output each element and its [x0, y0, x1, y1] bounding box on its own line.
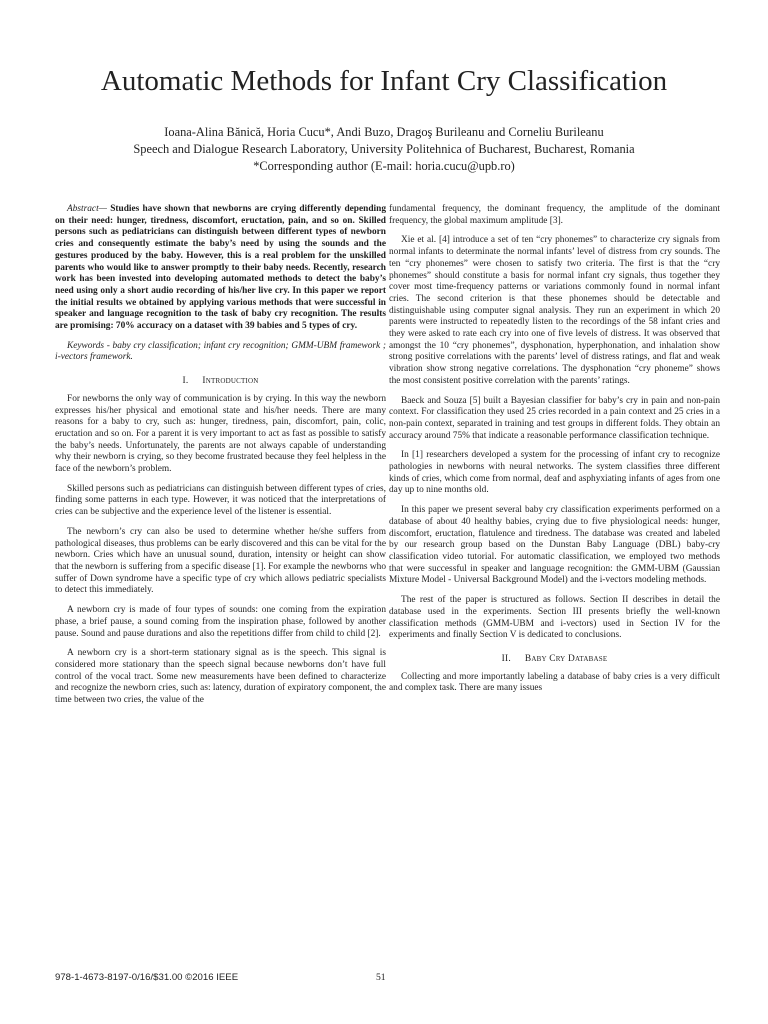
- section-title: Baby Cry Database: [524, 653, 608, 664]
- footer-isbn: 978-1-4673-8197-0/16/$31.00 ©2016 IEEE: [55, 972, 239, 983]
- section-number: I.: [182, 376, 189, 387]
- abstract-text: Studies have shown that newborns are crying differently depending on their need: hunger, tiredness, discomfort, eructation, pain, and so on. Skilled persons such as pediatricians can distinguish between different types of newborn cries and consequently estimate the baby’s need by using the sounds and the gestures produced by the baby. However, this is a real problem for the unskilled parents who would like to answer promptly to their baby needs. Recently, research work has been invested into developing automated methods to detect the baby’s need using only a short audio recording of his/her live cry. In this paper we report the initial results we obtained by applying various methods that were successful in speaker and language recognition to the task of baby cry recognition. The results are promising: 70% accuracy on a dataset with 39 babies and 5 types of cry.: [55, 204, 386, 332]
- abstract: [55, 204, 386, 333]
- body-paragraph: Collecting and more importantly labeling a database of baby cries is a very difficult and complex task. There are many issues: [389, 671, 720, 694]
- keywords: Keywords - baby cry classification; infant cry recognition; GMM-UBM framework ; i-vectors framework.: [55, 340, 386, 363]
- body-paragraph: Xie et al. [4] introduce a set of ten “cry phonemes” to characterize cry signals from normal infants to determinate the normal infants’ level of distress from cry sounds. The ten “cry phonemes” were chosen to satisfy two criteria. The first is that the “cry phonemes” should constitute a basis for normal infant cry signals, thus together they cover most time-frequency patterns or variations commonly found in normal infant cries. The second criterion is that these phonemes should be detectable and distinguishable using computer signal analysis. They run an experiment in which 20 parents were instructed to repeatedly listen to the recordings of the 58 infant cries and they were asked to rate each cry into one of five levels of distress. It was observed that amongst the 10 “cry phonemes”, dysphonation, hyperphonation, and inhalation show strong positive correlations with the parents’ level of distress ratings, and flat and weak vibration show strong negative correlations. The dysphonation “cry phoneme” shows the most consistent positive correlation with the parents’ ratings.: [389, 235, 720, 386]
- body-paragraph: For newborns the only way of communication is by crying. In this way the newborn expresses his/her physical and emotional state and his/her needs. There are many reasons for a baby to cry, such as: hunger, tiredness, pain, discomfort, pain, colic, eructation and so on. For a parent it is very important to act as fast as possible to satisfy the baby’s needs. Unfortunately, the parents are not always capable of understanding why their newborn is crying, so they become frustrated because they feel helpless in the face of the newborn’s problem.: [55, 393, 386, 475]
- body-paragraph: The newborn’s cry can also be used to determine whether he/she suffers from pathological diseases, thus problems can be early discovered and this can be vital for the newborn. Cries which have an unusual sound, duration, intensity or height can show that the newborn is suffering from a specific disease [1]. For example the newborns who suffer of Down syndrome have a specific type of cry which allows pediatric specialists to detect this immediately.: [55, 526, 386, 596]
- paper-title: Automatic Methods for Infant Cry Classification: [100, 65, 668, 97]
- author-affiliation: Speech and Dialogue Research Laboratory, University Politehnica of Bucharest, Bucharest, Romania: [133, 142, 635, 156]
- left-column: [55, 204, 386, 715]
- body-paragraph: In [1] researchers developed a system for the processing of infant cry to recognize pathologies in newborns with neural networks. The system classifies three different kinds of cries, which come from normal, deaf and asphyxiating infants of ages from one day up to nine months old.: [389, 450, 720, 496]
- body-paragraph-continuation: fundamental frequency, the dominant frequency, the amplitude of the dominant frequency, the global maximum amplitude [3].: [389, 204, 720, 226]
- section-heading-database: [389, 654, 720, 666]
- section-title: Introduction: [202, 376, 259, 387]
- page-number: 51: [376, 972, 386, 983]
- body-paragraph: The rest of the paper is structured as follows. Section II describes in detail the database used in the experiments. Section III presents briefly the well-known classification methods (GMM-UBM and i-vectors) used in Section IV for the experiments and finally Section V is dedicated to conclusions.: [389, 595, 720, 641]
- section-number: II.: [501, 653, 511, 664]
- body-paragraph: Baeck and Souza [5] built a Bayesian classifier for baby’s cry in pain and non-pain context. For classification they used 25 cries recorded in a pain context and 25 cries in a non-pain context, separated in training and test groups in different folds. They obtain an accuracy around 75% that indicate a reasonable performance classification technique.: [389, 395, 720, 441]
- author-block: [0, 124, 768, 175]
- corresponding-author: *Corresponding author (E-mail: horia.cucu@upb.ro): [253, 159, 515, 173]
- author-names: Ioana-Alina Bănică, Horia Cucu*, Andi Buzo, Dragoş Burileanu and Corneliu Burileanu: [164, 125, 604, 139]
- body-paragraph: Skilled persons such as pediatricians can distinguish between different types of cries, finding some patterns in each type. However, it was noticed that the interpretations of cries can be subjective and the experience level of the listener is essential.: [55, 483, 386, 518]
- body-paragraph: In this paper we present several baby cry classification experiments performed on a database of about 40 healthy babies, crying due to five physiological needs: hunger, discomfort, eructation, flatulence and tiredness. The database was created and labeled by our research group based on the Dunstan Baby Language (DBL) baby-cry classification video tutorial. For automatic classification, we employed two methods that were successful in speaker and language recognition: the GMM-UBM (Gaussian Mixture Model - Universal Background Model) and the i-vectors modeling methods.: [389, 505, 720, 586]
- right-column: [389, 204, 720, 703]
- section-heading-introduction: [55, 376, 386, 388]
- body-paragraph: A newborn cry is a short-term stationary signal as is the speech. This signal is considered more stationary than the speech signal because newborns don’t have full control of the vocal tract. Some new measurements have been defined to characterize and recognize the newborn cries, such as: latency, duration of expiratory component, the time between two cries, the value of the: [55, 648, 386, 706]
- body-paragraph: A newborn cry is made of four types of sounds: one coming from the expiration phase, a brief pause, a sound coming from the inspiration phase, followed by another pause. Sound and pause durations and also the repetitions differ from child to child [2].: [55, 605, 386, 639]
- abstract-label: Abstract—: [67, 204, 107, 214]
